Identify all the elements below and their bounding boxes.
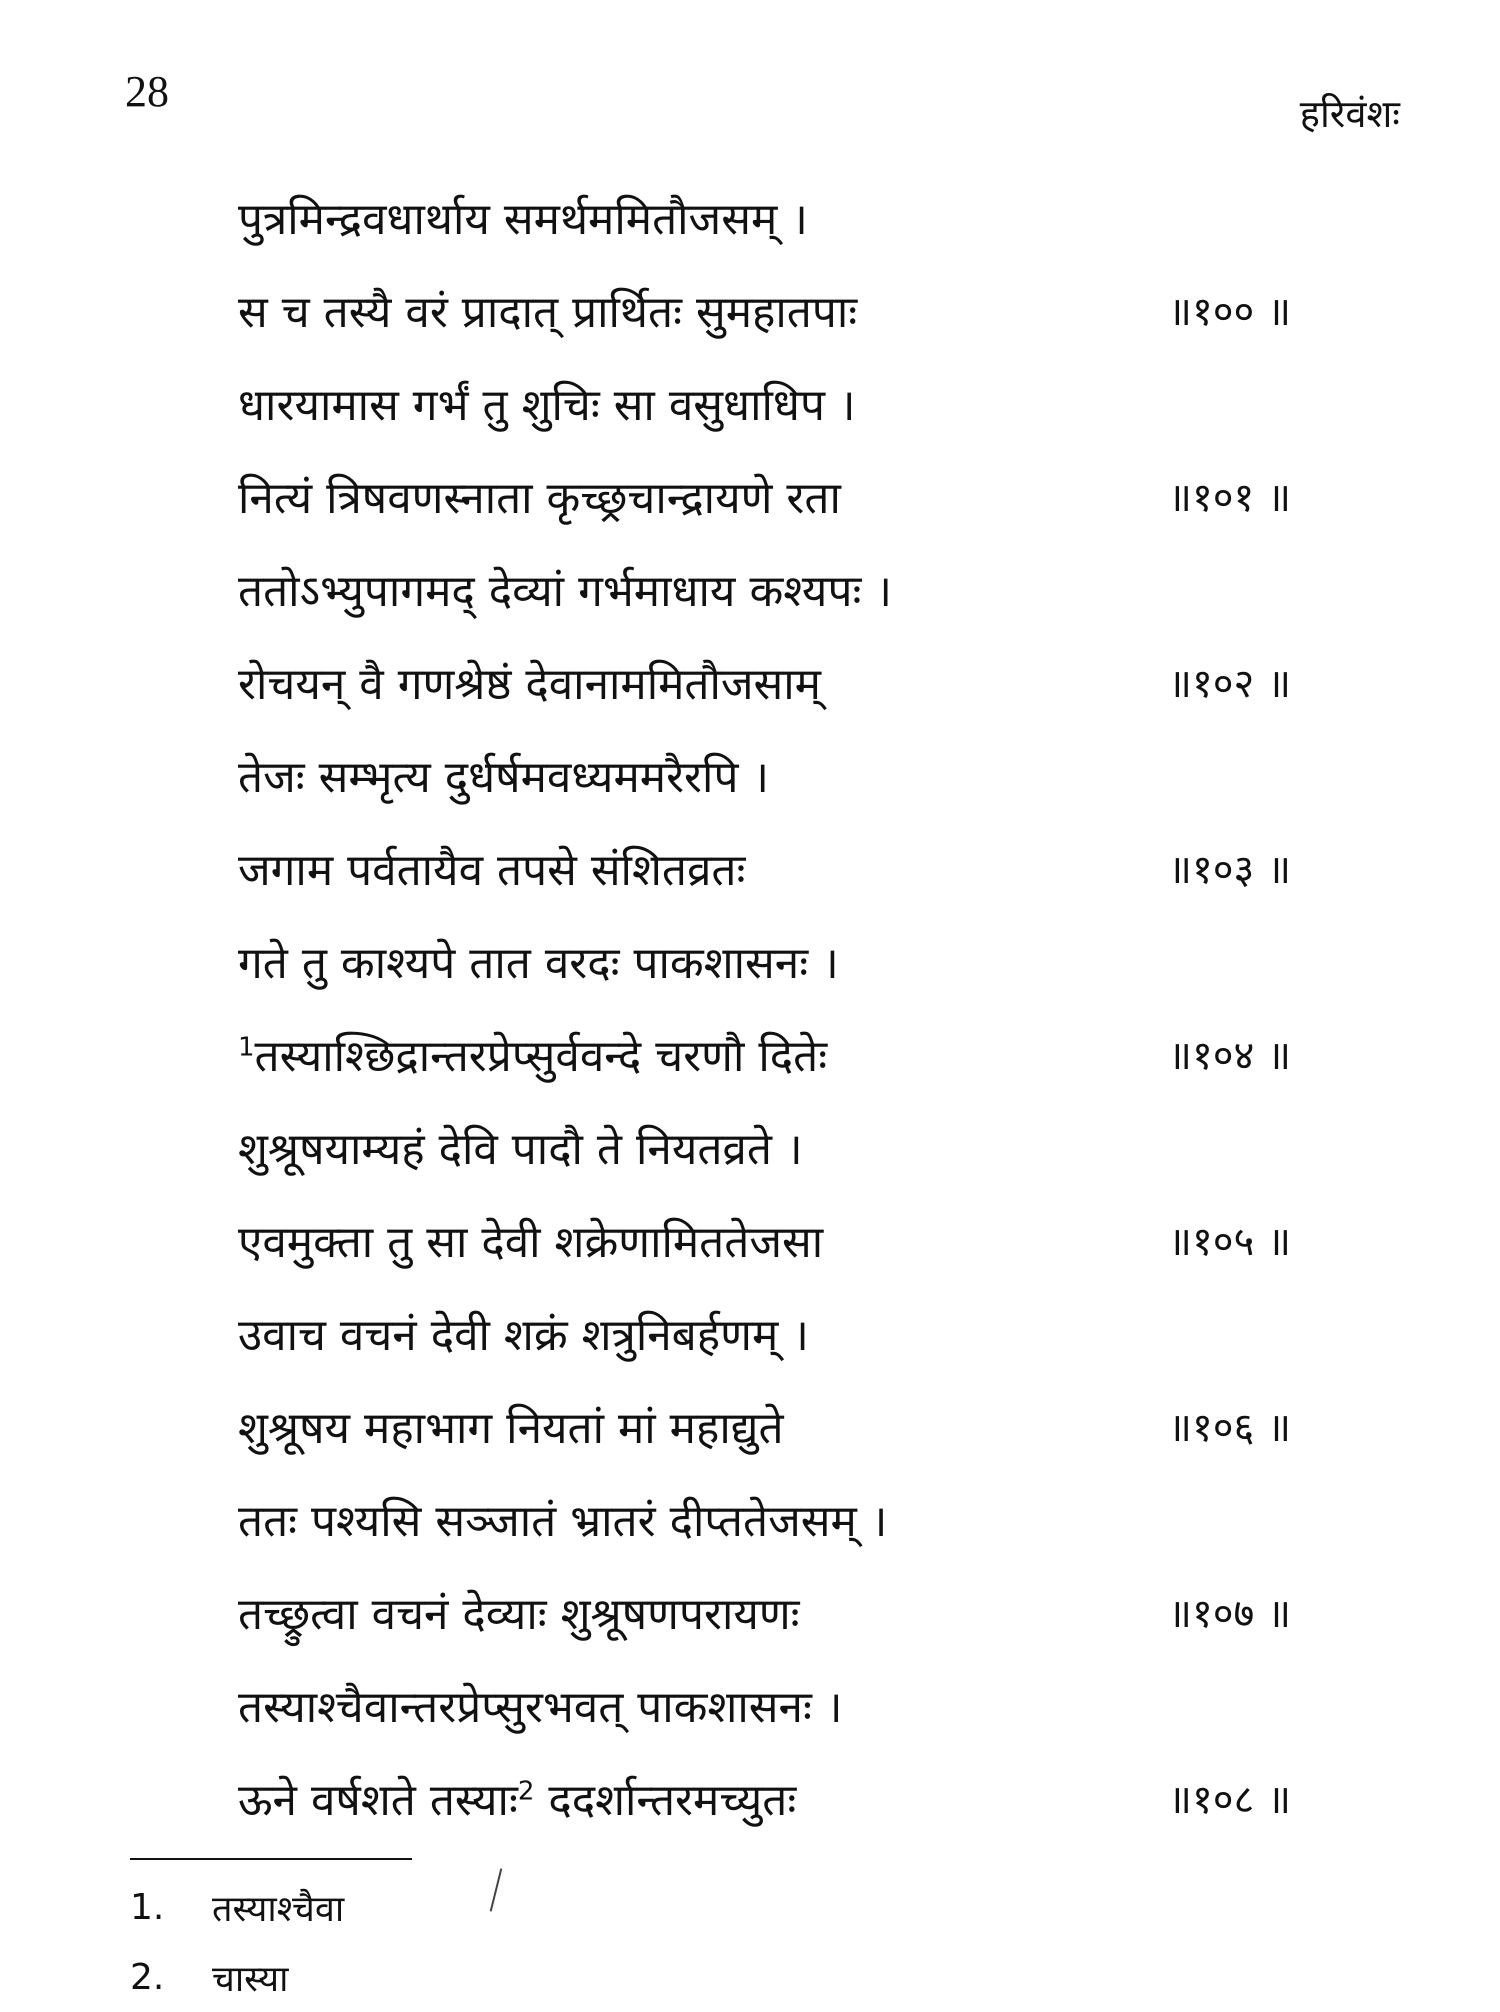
verse-line bbox=[238, 542, 1358, 635]
verse-text: जगाम पर्वतायैव तपसे संशितव्रतः bbox=[238, 844, 746, 896]
verse-line bbox=[238, 1100, 1358, 1193]
verse-text: नित्यं त्रिषवणस्नाता कृच्छ्रचान्द्रायणे रता bbox=[238, 472, 841, 524]
verse-number: ॥१०७ ॥ bbox=[1168, 1591, 1292, 1637]
verse-line bbox=[238, 821, 1358, 914]
verse-text: एवमुक्ता तु सा देवी शक्रेणामिततेजसा bbox=[238, 1216, 824, 1268]
verse-line bbox=[238, 1658, 1358, 1751]
footnote-divider bbox=[130, 1858, 412, 1860]
verse-line bbox=[238, 1286, 1358, 1379]
verse-text: ततोऽभ्युपागमद् देव्यां गर्भमाधाय कश्यपः । bbox=[238, 565, 892, 617]
footnote bbox=[130, 1942, 344, 2012]
verse-number: ॥१०० ॥ bbox=[1168, 289, 1292, 335]
verse-line bbox=[238, 170, 1358, 263]
stray-pen-mark bbox=[490, 1868, 503, 1911]
verse-text: स च तस्यै वरं प्रादात् प्रार्थितः सुमहातपाः bbox=[238, 286, 858, 338]
verse-line bbox=[238, 635, 1358, 728]
footnote-text: तस्याश्चैवा bbox=[212, 1888, 345, 1930]
footnote-number: 1. bbox=[130, 1886, 165, 1928]
verse-number: ॥१०२ ॥ bbox=[1168, 661, 1292, 707]
verse-line bbox=[238, 1379, 1358, 1472]
verse-text: तेजः सम्भृत्य दुर्धर्षमवध्यममरैरपि । bbox=[238, 751, 770, 803]
verse-text: उवाच वचनं देवी शक्रं शत्रुनिबर्हणम् । bbox=[238, 1309, 809, 1361]
verse-line bbox=[238, 1565, 1358, 1658]
verse-text: गते तु काश्यपे तात वरदः पाकशासनः । bbox=[238, 937, 839, 989]
verse-line bbox=[238, 914, 1358, 1007]
verse-line bbox=[238, 1193, 1358, 1286]
verse-text-tail: ददर्शान्तरमच्युतः bbox=[534, 1774, 797, 1826]
footnote-marker-2: 2 bbox=[517, 1775, 535, 1806]
verse-number: ॥१०१ ॥ bbox=[1168, 475, 1292, 521]
footnote-marker-1: 1 bbox=[238, 1031, 255, 1062]
footnote-text: चास्या bbox=[212, 1958, 289, 2000]
verse-text-with-footnote bbox=[238, 1768, 796, 1828]
verse-text: तच्छ्रुत्वा वचनं देव्याः शुश्रूषणपरायणः bbox=[238, 1588, 800, 1640]
verse-line bbox=[238, 356, 1358, 449]
verse-number: ॥१०५ ॥ bbox=[1168, 1219, 1292, 1265]
verse-text-body: ऊने वर्षशते तस्याः bbox=[238, 1774, 518, 1826]
verse-line bbox=[238, 263, 1358, 356]
verse-text: ततः पश्यसि सञ्जातं भ्रातरं दीप्ततेजसम् । bbox=[238, 1495, 888, 1547]
running-title: हरिवंशः bbox=[1299, 92, 1400, 136]
verse-line bbox=[238, 1007, 1358, 1100]
verse-line bbox=[238, 1472, 1358, 1565]
footnote-list bbox=[130, 1872, 344, 2012]
verse-line bbox=[238, 449, 1358, 542]
verse-number: ॥१०४ ॥ bbox=[1168, 1033, 1292, 1079]
verse-text: शुश्रूषयाम्यहं देवि पादौ ते नियतव्रते । bbox=[238, 1123, 803, 1175]
page-number: 28 bbox=[125, 67, 169, 116]
verse-text: शुश्रूषय महाभाग नियतां मां महाद्युते bbox=[238, 1402, 784, 1454]
footnote-number: 2. bbox=[130, 1956, 165, 1998]
verse-number: ॥१०३ ॥ bbox=[1168, 847, 1292, 893]
verse-number: ॥१०६ ॥ bbox=[1168, 1405, 1292, 1451]
verse-number: ॥१०८ ॥ bbox=[1168, 1777, 1292, 1823]
verse-line bbox=[238, 1751, 1358, 1844]
verse-text: तस्याश्चैवान्तरप्रेप्सुरभवत् पाकशासनः । bbox=[238, 1681, 843, 1733]
verse-line bbox=[238, 728, 1358, 821]
verse-text-body: तस्याश्छिद्रान्तरप्रेप्सुर्ववन्दे चरणौ दितेः bbox=[254, 1030, 828, 1082]
footnote bbox=[130, 1872, 344, 1942]
verse-text: पुत्रमिन्द्रवधार्थाय समर्थममितौजसम् । bbox=[238, 193, 808, 245]
verse-text-with-footnote bbox=[238, 1024, 827, 1084]
verse-text: धारयामास गर्भं तु शुचिः सा वसुधाधिप । bbox=[238, 379, 856, 431]
verse-list bbox=[238, 170, 1358, 1844]
verse-text: रोचयन् वै गणश्रेष्ठं देवानाममितौजसाम् bbox=[238, 658, 821, 710]
